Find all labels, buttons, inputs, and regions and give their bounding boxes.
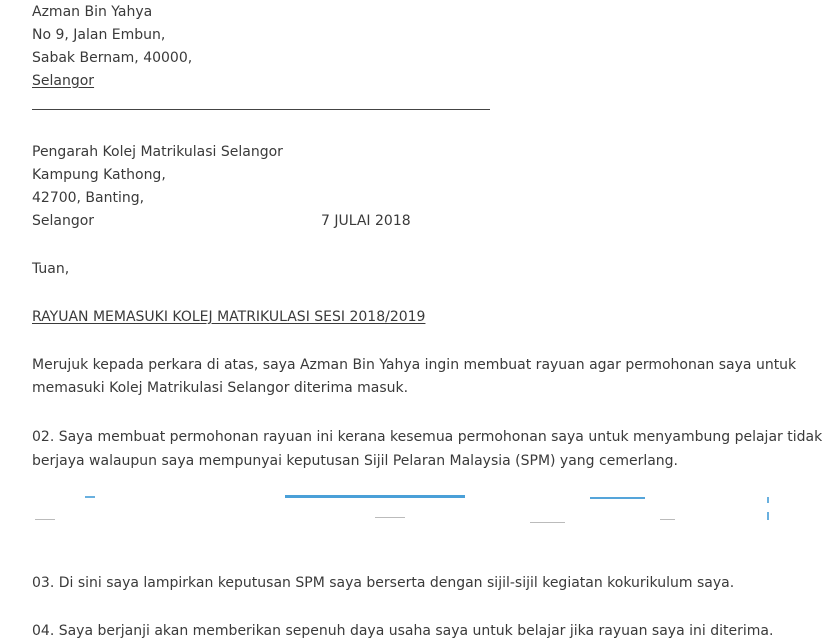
recipient-line2: Kampung Kathong, [32, 167, 166, 183]
paragraph-2-line1: 02. Saya membuat permohonan rayuan ini kerana kesemua permohonan saya untuk menyambung pelajar tidak [32, 429, 822, 445]
sender-address-line1: No 9, Jalan Embun, [32, 27, 166, 43]
sender-name: Azman Bin Yahya [32, 4, 153, 20]
sender-state: Selangor [32, 73, 95, 89]
salutation: Tuan, [32, 261, 70, 277]
paragraph-4-partial: 04. Saya berjanji akan memberikan sepenuh daya usaha saya untuk belajar jika rayuan saya ini diterima. [32, 623, 774, 639]
paragraph-2-line2: berjaya walaupun saya mempunyai keputusan Sijil Pelaran Malaysia (SPM) yang cemerlang. [32, 453, 679, 469]
recipient-line3: 42700, Banting, [32, 190, 145, 206]
paragraph-1-line2: memasuki Kolej Matrikulasi Selangor diterima masuk. [32, 380, 409, 396]
recipient-state: Selangor [32, 213, 95, 229]
paragraph-1-line1: Merujuk kepada perkara di atas, saya Azman Bin Yahya ingin membuat rayuan agar permohonan saya untuk [32, 357, 797, 373]
letter-date: 7 JULAI 2018 [321, 213, 411, 229]
subject-line: RAYUAN MEMASUKI KOLEJ MATRIKULASI SESI 2018/2019 [32, 309, 426, 325]
paragraph-3: 03. Di sini saya lampirkan keputusan SPM saya berserta dengan sijil-sijil kegiatan kokurikulum saya. [32, 575, 735, 591]
recipient-line1: Pengarah Kolej Matrikulasi Selangor [32, 144, 283, 160]
sender-address-line2: Sabak Bernam, 40000, [32, 50, 193, 66]
divider-line [32, 109, 490, 110]
